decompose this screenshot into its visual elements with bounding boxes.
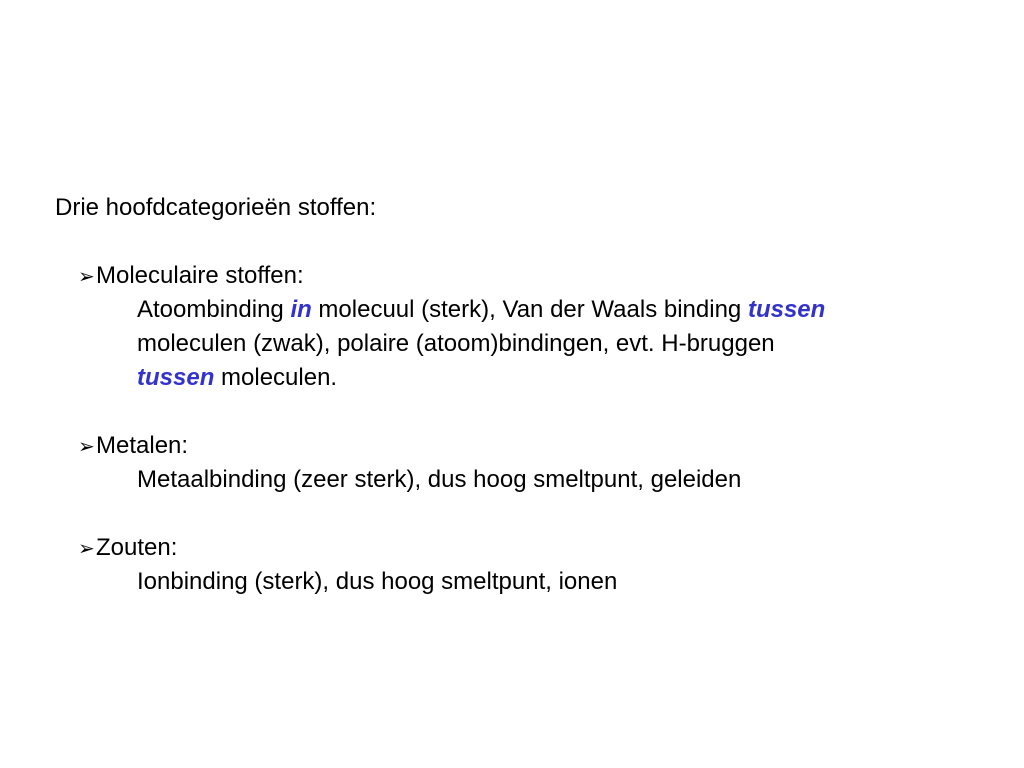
emphasis-in: in	[290, 296, 312, 323]
bullet-title-salts: Zouten:	[96, 534, 178, 561]
bullet-title-metals: Metalen:	[96, 432, 189, 459]
molecular-line-2: moleculen (zwak), polaire (atoom)bindingen, evt. H-bruggen	[137, 330, 775, 357]
arrow-bullet-icon: ➢	[78, 266, 95, 288]
molecular-line-1-text-a: Atoombinding	[137, 296, 291, 323]
emphasis-tussen: tussen	[747, 296, 826, 323]
molecular-line-1	[137, 296, 825, 324]
molecular-line-3-text: moleculen.	[214, 364, 338, 391]
metals-line-1: Metaalbinding (zeer sterk), dus hoog smeltpunt, geleiden	[137, 466, 742, 493]
bullet-salts	[78, 534, 177, 563]
emphasis-tussen: tussen	[137, 364, 215, 391]
slide-heading: Drie hoofdcategorieën stoffen:	[55, 194, 377, 221]
arrow-bullet-icon: ➢	[78, 538, 95, 560]
molecular-line-3	[137, 364, 337, 392]
salts-line-1: Ionbinding (sterk), dus hoog smeltpunt, ionen	[137, 568, 618, 595]
bullet-title-molecular: Moleculaire stoffen:	[96, 262, 304, 289]
arrow-bullet-icon: ➢	[78, 436, 95, 458]
bullet-molecular	[78, 262, 304, 291]
molecular-line-1-text-b: molecuul (sterk), Van der Waals binding	[311, 296, 748, 323]
bullet-metals	[78, 432, 188, 461]
